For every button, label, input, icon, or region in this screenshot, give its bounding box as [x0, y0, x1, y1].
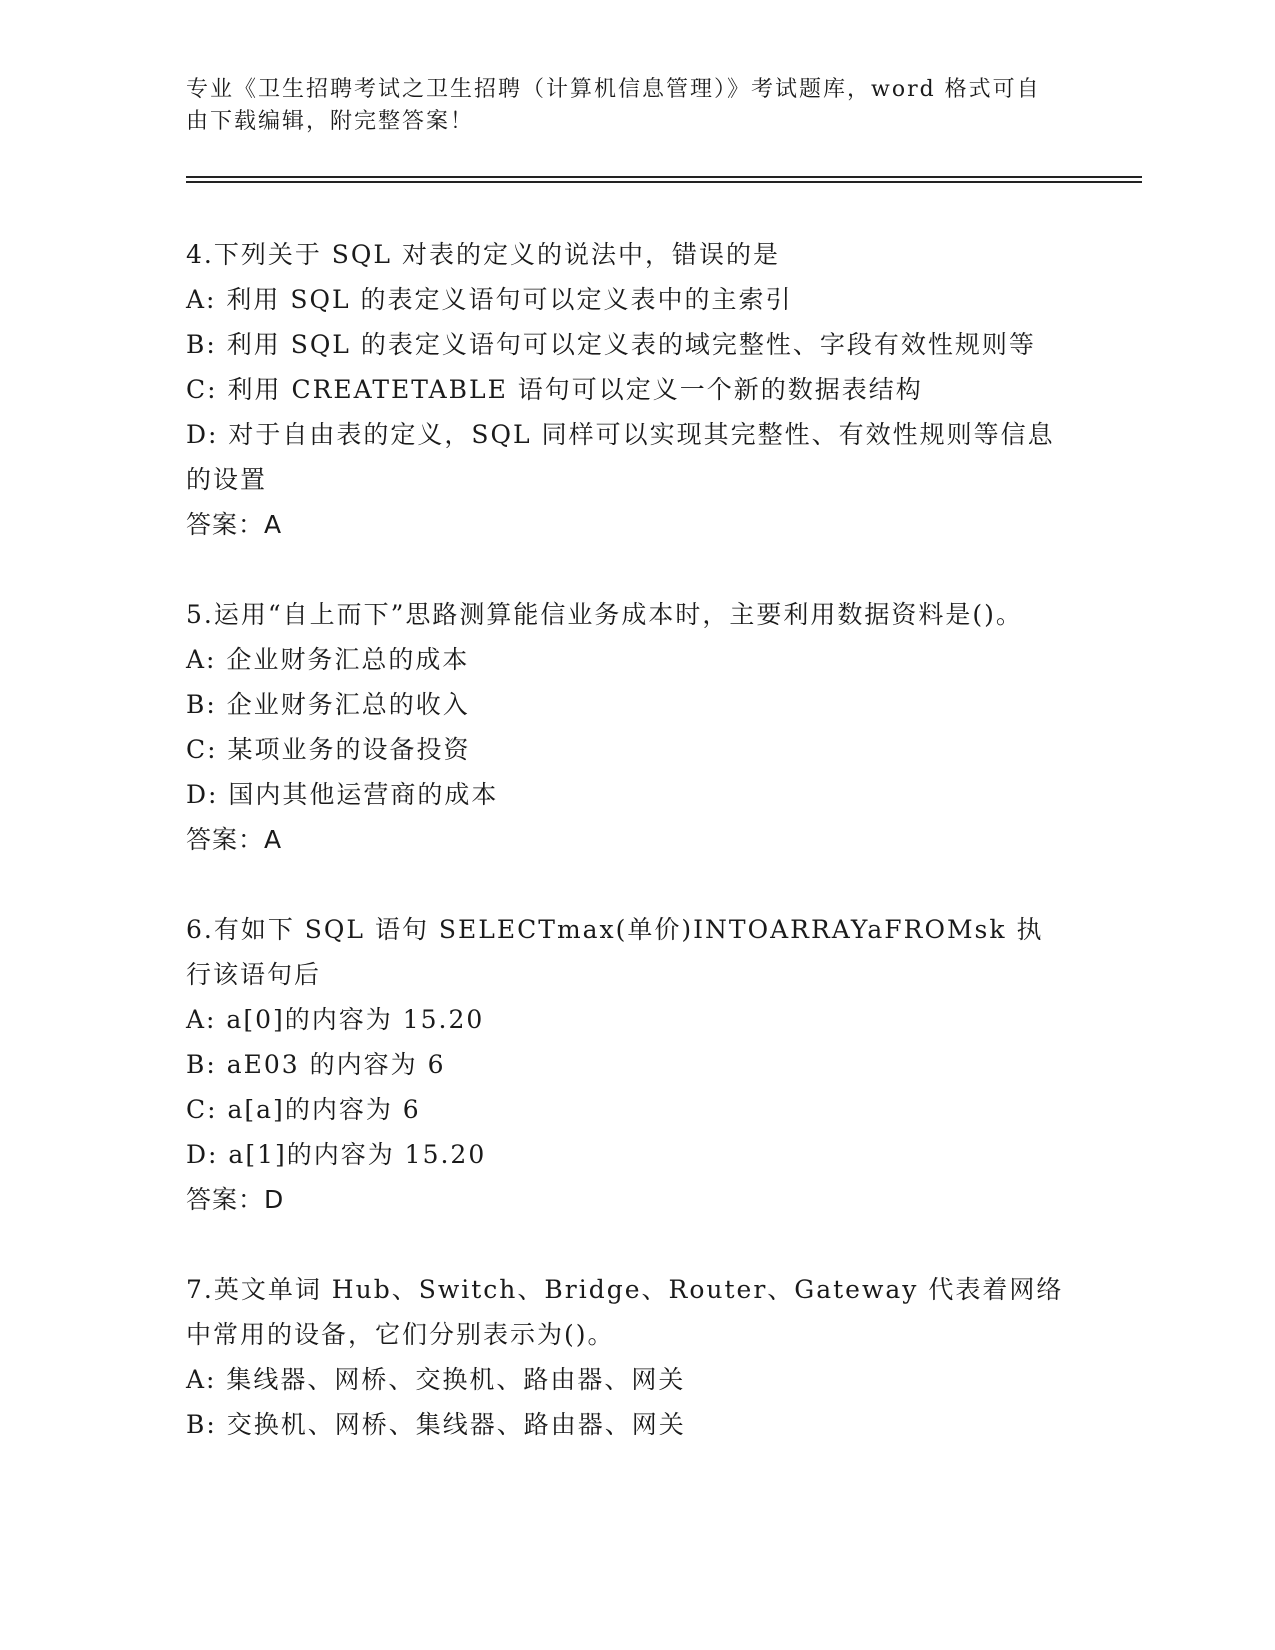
- question-4: [186, 232, 1066, 547]
- question-5: [186, 592, 1066, 862]
- option-a: A: 集线器、网桥、交换机、路由器、网关: [186, 1365, 686, 1394]
- option-b: B: 利用 SQL 的表定义语句可以定义表的域完整性、字段有效性规则等: [186, 330, 1036, 359]
- answer-label: 答案：A: [186, 510, 283, 539]
- option-c: C: 利用 CREATETABLE 语句可以定义一个新的数据表结构: [186, 375, 923, 404]
- option-b: B: aE03 的内容为 6: [186, 1050, 446, 1079]
- option-d: D: 对于自由表的定义，SQL 同样可以实现其完整性、有效性规则等信息的设置: [186, 420, 1055, 494]
- option-a: A: 企业财务汇总的成本: [186, 645, 470, 674]
- header-line-2: 由下载编辑，附完整答案！: [186, 109, 475, 134]
- question-7: [186, 1267, 1066, 1447]
- answer-label: 答案：D: [186, 1185, 285, 1214]
- option-d: D: a[1]的内容为 15.20: [186, 1140, 487, 1169]
- option-c: C: 某项业务的设备投资: [186, 735, 471, 764]
- header-divider-top: [186, 176, 1142, 178]
- question-stem: 6.有如下 SQL 语句 SELECTmax(单价)INTOARRAYaFROMsk 执行该语句后: [186, 915, 1044, 989]
- option-a: A: 利用 SQL 的表定义语句可以定义表中的主索引: [186, 285, 793, 314]
- option-b: B: 交换机、网桥、集线器、路由器、网关: [186, 1410, 686, 1439]
- option-c: C: a[a]的内容为 6: [186, 1095, 421, 1124]
- header-line-1: 专业《卫生招聘考试之卫生招聘（计算机信息管理）》考试题库，word 格式可自: [186, 77, 1041, 102]
- option-d: D: 国内其他运营商的成本: [186, 780, 499, 809]
- question-stem: 7.英文单词 Hub、Switch、Bridge、Router、Gateway 代表着网络中常用的设备，它们分别表示为()。: [186, 1275, 1064, 1349]
- document-header: [186, 74, 1086, 138]
- answer-label: 答案：A: [186, 825, 283, 854]
- option-a: A: a[0]的内容为 15.20: [186, 1005, 485, 1034]
- header-divider-bottom: [186, 181, 1142, 183]
- question-stem: 4.下列关于 SQL 对表的定义的说法中，错误的是: [186, 240, 780, 269]
- question-6: [186, 907, 1066, 1222]
- option-b: B: 企业财务汇总的收入: [186, 690, 470, 719]
- question-list: [186, 232, 1066, 1492]
- question-stem: 5.运用“自上而下”思路测算能信业务成本时，主要利用数据资料是()。: [186, 600, 1023, 629]
